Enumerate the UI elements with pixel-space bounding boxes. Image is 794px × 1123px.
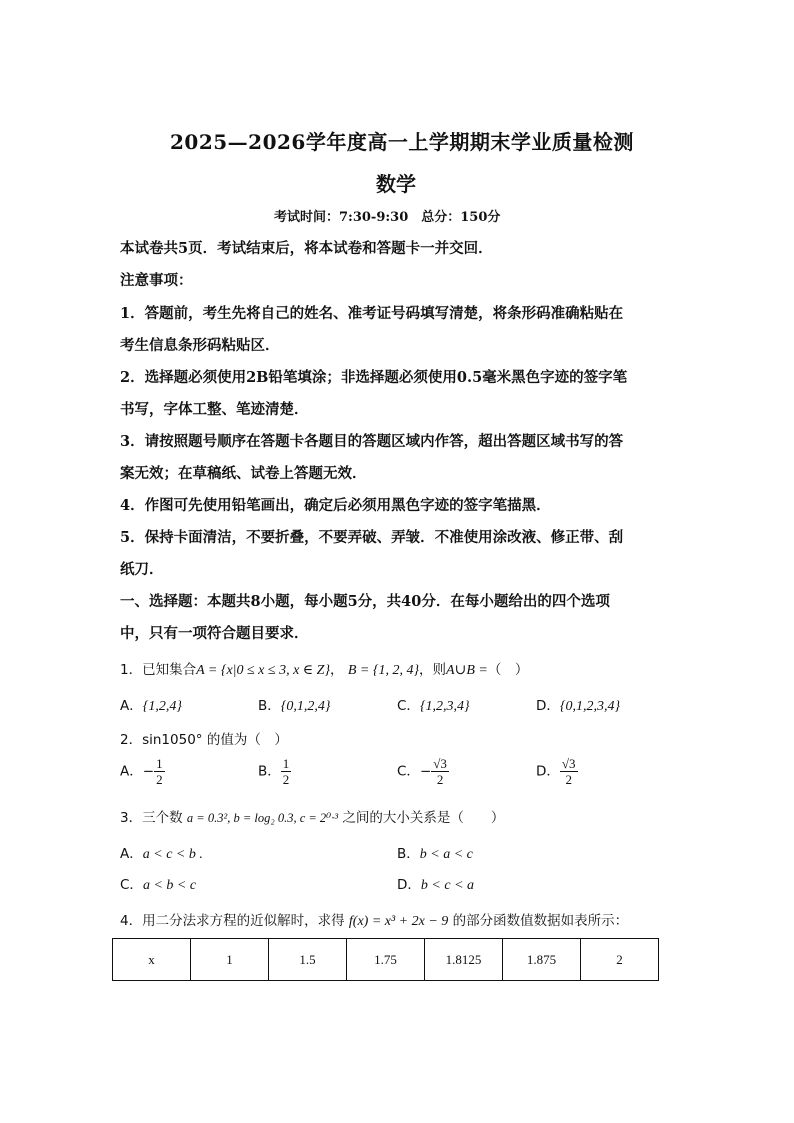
option-label: B． — [258, 763, 281, 780]
numerator: 1 — [282, 756, 290, 771]
option-sign: − — [142, 763, 155, 780]
question-1-stem — [120, 658, 528, 679]
q1-option-a — [120, 694, 182, 715]
option-label: C． — [120, 877, 143, 893]
table-cell: 1.8125 — [425, 939, 503, 981]
section-1-line-1: 一、选择题：本题共8小题，每小题5分，共40分．在每小题给出的四个选项 — [120, 593, 610, 610]
table-row — [113, 939, 659, 981]
q3-expr: a = 0.3², b = log₂ 0.3, c = 2⁰·³ — [186, 811, 339, 825]
option-label: A． — [120, 763, 143, 780]
table-cell: 1 — [191, 939, 269, 981]
function-value-table — [112, 938, 659, 981]
note-5-line-2: 纸刀． — [120, 561, 164, 578]
option-label: D． — [536, 763, 560, 780]
q1-expr: A∪B = — [446, 663, 488, 678]
q1-then: ，则 — [419, 662, 447, 678]
option-value: a < b < c — [142, 878, 197, 893]
option-value: {0,1,2,4} — [280, 699, 331, 714]
q1-set-b: B = {1, 2, 4} — [347, 663, 420, 678]
option-label: D． — [397, 877, 421, 893]
table-cell: 1.75 — [347, 939, 425, 981]
q1-option-c — [397, 694, 470, 715]
option-value: b < c < a — [420, 878, 475, 893]
subject-title: 数学 — [376, 172, 416, 196]
table-cell: 1.875 — [503, 939, 581, 981]
option-value: b < a < c — [419, 847, 473, 862]
option-label: A． — [120, 698, 143, 714]
option-label: B． — [397, 846, 420, 862]
q1-paren: （ ） — [487, 662, 529, 678]
numerator: √3 — [561, 756, 576, 771]
q3-option-d — [397, 873, 474, 894]
q1-set-a: A = {x|0 ≤ x ≤ 3, x ∈ Z} — [196, 663, 331, 678]
q4-func: f(x) = x³ + 2x − 9 — [348, 914, 449, 929]
exam-info: 考试时间：7:30-9:30 总分：150分 — [274, 210, 501, 225]
question-4-stem — [120, 909, 628, 930]
option-label: A． — [120, 846, 143, 862]
note-4: 4．作图可先使用铅笔画出，确定后必须用黑色字迹的签字笔描黑． — [120, 497, 551, 514]
question-2-stem: 2．sin1050° 的值为（ ） — [120, 732, 288, 748]
numerator: √3 — [433, 756, 447, 771]
fraction — [431, 756, 449, 787]
q1-comma: ， — [330, 662, 344, 678]
q2-option-b — [258, 756, 291, 787]
denominator: 2 — [282, 772, 290, 787]
q2-option-d — [536, 756, 578, 787]
note-3-line-1: 3．请按照题号顺序在答题卡各题目的答题区域内作答，超出答题区域书写的答 — [120, 433, 624, 450]
fraction — [560, 756, 578, 787]
notes-intro: 本试卷共5页．考试结束后，将本试卷和答题卡一并交回． — [120, 240, 493, 257]
option-sign: − — [419, 763, 432, 780]
q3-option-b — [397, 842, 473, 863]
table-cell: 2 — [581, 939, 659, 981]
denominator: 2 — [565, 772, 572, 787]
q4-suffix: 的部分函数值数据如表所示： — [452, 913, 629, 929]
section-1-line-2: 中，只有一项符合题目要求． — [120, 625, 309, 642]
denominator: 2 — [156, 772, 163, 787]
q3-prefix: 3．三个数 — [120, 810, 183, 826]
numerator: 1 — [156, 756, 163, 771]
note-3-line-2: 案无效；在草稿纸、试卷上答题无效． — [120, 465, 367, 482]
q3-suffix: 之间的大小关系是（ ） — [342, 810, 505, 826]
option-value: {1,2,3,4} — [419, 699, 470, 714]
note-2-line-2: 书写，字体工整、笔迹清楚． — [120, 401, 309, 418]
note-1-line-2: 考生信息条形码粘贴区． — [120, 337, 280, 354]
option-label: C． — [397, 698, 420, 714]
option-value: {1,2,4} — [142, 699, 182, 714]
denominator: 2 — [436, 772, 444, 787]
option-value: a < c < b . — [142, 847, 203, 862]
q3-option-c — [120, 873, 196, 894]
note-2-line-1: 2．选择题必须使用2B铅笔填涂；非选择题必须使用0.5毫米黑色字迹的签字笔 — [120, 369, 628, 386]
note-5-line-1: 5．保持卡面清洁，不要折叠，不要弄破、弄皱．不准使用涂改液、修正带、刮 — [120, 529, 624, 546]
q4-prefix: 4．用二分法求方程的近似解时，求得 — [120, 913, 345, 929]
q1-option-b — [258, 694, 330, 715]
fraction — [154, 756, 165, 787]
question-3-stem — [120, 806, 504, 826]
option-label: D． — [536, 698, 560, 714]
note-1-line-1: 1．答题前，考生先将自己的姓名、准考证号码填写清楚，将条形码准确粘贴在 — [120, 305, 624, 322]
exam-title: 2025—2026学年度高一上学期期末学业质量检测 — [170, 130, 634, 154]
option-label: B． — [258, 698, 281, 714]
q2-option-c — [397, 756, 449, 787]
q2-option-a — [120, 756, 165, 787]
table-cell: x — [113, 939, 191, 981]
notes-heading: 注意事项： — [120, 272, 193, 289]
q1-option-d — [536, 694, 620, 715]
option-value: {0,1,2,3,4} — [559, 699, 621, 714]
q1-prefix: 1．已知集合 — [120, 662, 197, 678]
fraction — [281, 756, 292, 787]
table-cell: 1.5 — [269, 939, 347, 981]
option-label: C． — [397, 763, 420, 780]
q3-option-a — [120, 842, 203, 863]
